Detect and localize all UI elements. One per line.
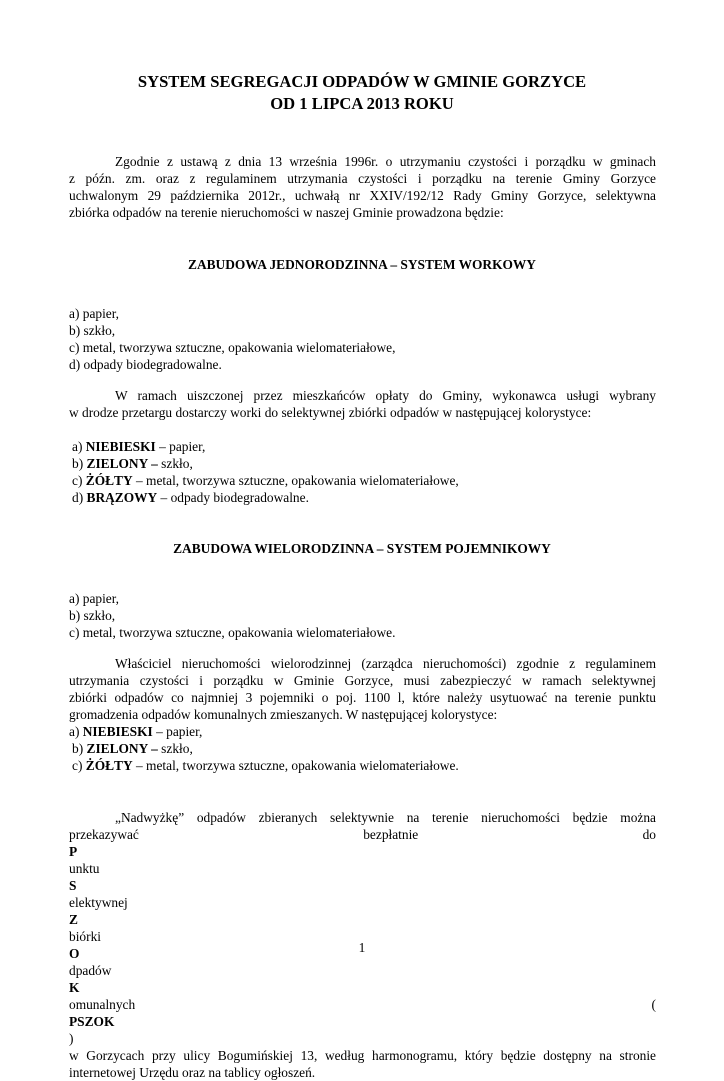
item-prefix: a) [72, 439, 86, 454]
color-list-item [69, 438, 669, 455]
text-part: elektywnej [69, 895, 128, 910]
color-list-item [69, 740, 669, 757]
text-part: biórki [69, 929, 101, 944]
section2-color-list [69, 723, 669, 774]
document-title [0, 71, 724, 115]
section1-waste-list [69, 305, 669, 373]
section1-color-list [69, 438, 669, 506]
bag-color: BRĄZOWY [86, 490, 158, 505]
list-item: c) metal, tworzywa sztuczne, opakowania wielomateriałowe, [69, 340, 396, 355]
list-item: b) szkło, [69, 323, 116, 338]
item-text: szkło, [157, 456, 193, 471]
text-part: przekazywać bezpłatnie do [69, 827, 656, 842]
intro-line: uchwalonym 29 października 2012r., uchwałą nr XXIV/192/12 Rady Gminy Gorzyce, selektywna [69, 188, 656, 203]
pszok-acronym: PSZOK [69, 1014, 115, 1029]
paragraph-line: utrzymania czystości i porządku w Gminie Gorzyce, musi zabezpieczyć w ramach selektywnej [69, 673, 656, 688]
container-color: NIEBIESKI [82, 724, 153, 739]
paragraph-line: gromadzenia odpadów komunalnych zmieszanych. W następującej kolorystyce: [69, 707, 498, 722]
color-list-item [69, 757, 669, 774]
item-text: – odpady biodegradowalne. [157, 490, 309, 505]
intro-line: z późn. zm. oraz z regulaminem utrzymania czystości i porządku na terenie Gminy Gorzyce [69, 171, 656, 186]
list-item: d) odpady biodegradowalne. [69, 357, 222, 372]
paragraph-line: w drodze przetargu dostarczy worki do selektywnej zbiórki odpadów w następującej kolorystyce: [69, 405, 592, 420]
closing-line-3: w Gorzycach przy ulicy Bogumińskiej 13, według harmonogramu, który będzie dostępny na stronie [69, 1048, 656, 1063]
item-text: – metal, tworzywa sztuczne, opakowania wielomateriałowe. [132, 758, 459, 773]
item-text: – papier, [152, 724, 203, 739]
item-text: – metal, tworzywa sztuczne, opakowania wielomateriałowe, [132, 473, 459, 488]
section1-heading: ZABUDOWA JEDNORODZINNA – SYSTEM WORKOWY [188, 257, 536, 272]
text-part: dpadów [69, 963, 112, 978]
intro-line: Zgodnie z ustawą z dnia 13 września 1996r. o utrzymaniu czystości i porządku w gminach [115, 154, 656, 169]
title-line-2: OD 1 LIPCA 2013 ROKU [270, 94, 454, 113]
color-list-item [69, 455, 669, 472]
bag-color: NIEBIESKI [85, 439, 156, 454]
closing-line-2 [69, 826, 656, 1047]
acronym-letter: K [69, 980, 80, 995]
list-item: a) papier, [69, 591, 120, 606]
acronym-letter: S [69, 878, 77, 893]
item-prefix: d) [72, 490, 87, 505]
item-prefix: b) [72, 741, 87, 756]
text-part: ) [69, 1031, 74, 1046]
intro-line: zbiórka odpadów na terenie nieruchomości w naszej Gminie prowadzona będzie: [69, 205, 504, 220]
bag-color: ZIELONY – [86, 456, 158, 471]
text-part: unktu [69, 861, 100, 876]
section2-paragraph [69, 655, 656, 723]
acronym-letter: O [69, 946, 80, 961]
page-number: 1 [358, 940, 366, 955]
acronym-letter: P [69, 844, 78, 859]
item-prefix: c) [72, 758, 86, 773]
section2-heading: ZABUDOWA WIELORODZINNA – SYSTEM POJEMNIKOWY [173, 541, 551, 556]
text-part: omunalnych ( [69, 997, 656, 1012]
section2-waste-list [69, 590, 669, 641]
color-list-item [69, 723, 669, 740]
list-item: b) szkło, [69, 608, 116, 623]
list-item: c) metal, tworzywa sztuczne, opakowania wielomateriałowe. [69, 625, 396, 640]
acronym-letter: Z [69, 912, 78, 927]
section1-paragraph [69, 387, 656, 421]
item-text: – papier, [155, 439, 206, 454]
title-line-1: SYSTEM SEGREGACJI ODPADÓW W GMINIE GORZYCE [137, 72, 587, 91]
item-prefix: c) [72, 473, 86, 488]
paragraph-line: Właściciel nieruchomości wielorodzinnej (zarządca nieruchomości) zgodnie z regulaminem [115, 656, 656, 671]
color-list-item [69, 472, 669, 489]
item-prefix: b) [72, 456, 87, 471]
container-color: ZIELONY – [86, 741, 158, 756]
paragraph-line: W ramach uiszczonej przez mieszkańców opłaty do Gminy, wykonawca usługi wybrany [115, 388, 656, 403]
closing-line-4: internetowej Urzędu oraz na tablicy ogłoszeń. [69, 1065, 316, 1080]
closing-line-1: „Nadwyżkę” odpadów zbieranych selektywnie na terenie nieruchomości będzie można [115, 810, 656, 825]
item-text: szkło, [157, 741, 193, 756]
container-color: ŻÓŁTY [85, 758, 133, 773]
item-prefix: a) [69, 724, 83, 739]
bag-color: ŻÓŁTY [85, 473, 133, 488]
list-item: a) papier, [69, 306, 120, 321]
intro-paragraph [69, 153, 656, 221]
color-list-item [69, 489, 669, 506]
paragraph-line: zbiórki odpadów co najmniej 3 pojemniki o poj. 1100 l, które należy usytuować na terenie punktu [69, 690, 656, 705]
